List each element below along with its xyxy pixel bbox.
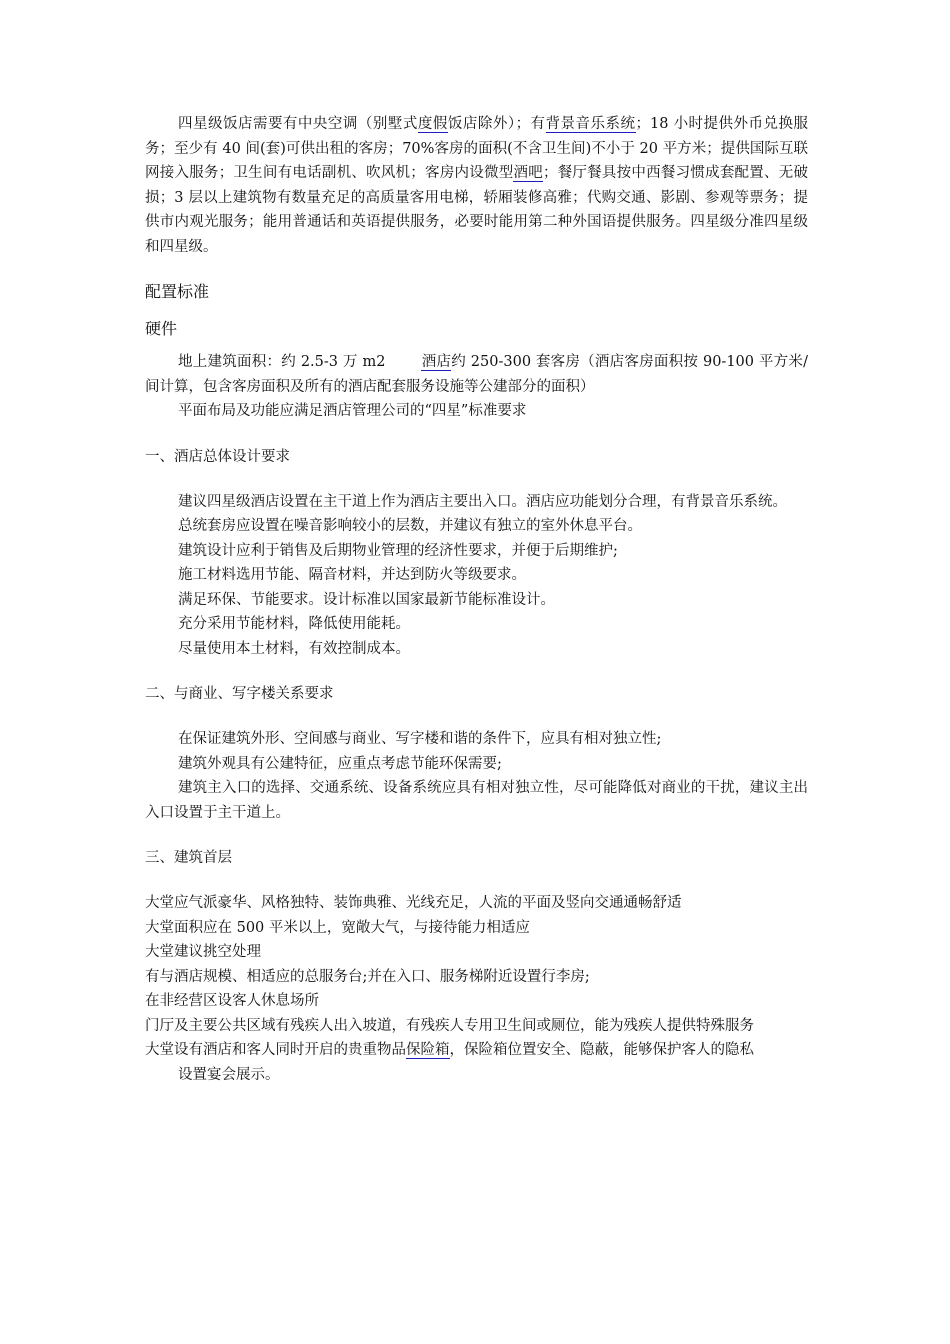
link-hotel[interactable]: 酒店 bbox=[421, 354, 452, 370]
link-dujia[interactable]: 度假 bbox=[417, 116, 448, 132]
section2-title: 二、与商业、写字楼关系要求 bbox=[145, 686, 334, 702]
section2-item: 建筑外观具有公建特征，应重点考虑节能环保需要; bbox=[178, 755, 502, 772]
hardware-text: 地上建筑面积：约 2.5-3 万 m2 bbox=[178, 354, 386, 370]
section3-safe-item bbox=[145, 1038, 808, 1063]
section1-item: 尽量使用本土材料，有效控制成本。 bbox=[178, 640, 410, 657]
section3-item: 在非经营区设客人休息场所 bbox=[145, 993, 319, 1009]
section1-title: 一、酒店总体设计要求 bbox=[145, 448, 290, 465]
intro-text: ；餐厅餐具按中西餐习惯成套配置、无破损；3 层以上建筑物有数量充足的高质量客用电梯，轿厢装修高雅；代购交通、影剧、参观等票务；提供市内观光服务；能用普通话和英语提供服务，必要时能用第二种外国语提供服务。四星级分准四星级和四星级。 bbox=[145, 165, 809, 255]
section3-item: 有与酒店规模、相适应的总服务台;并在入口、服务梯附近设置行李房; bbox=[145, 968, 590, 985]
link-bar[interactable]: 酒吧 bbox=[513, 165, 543, 181]
intro-text: 饭店除外）；有 bbox=[447, 116, 546, 132]
safe-text: ，保险箱位置安全、隐蔽，能够保护客人的隐私 bbox=[449, 1042, 754, 1058]
intro-text: ；18 小时提供外币兑换服务；至少有 40 间(套)可供出租的客房；70%客房的面积(不含卫生间)不小于 20 平方米；提供国际互联网接入服务；卫生间有电话副机、吹风机；客房内设微型 bbox=[145, 116, 809, 181]
section1-item: 建筑设计应利于销售及后期物业管理的经济性要求，并便于后期维护; bbox=[178, 542, 618, 559]
section3-item: 大堂应气派豪华、风格独特、装饰典雅、光线充足，人流的平面及竖向交通通畅舒适 bbox=[145, 895, 682, 911]
safe-text: 大堂设有酒店和客人同时开启的贵重物品 bbox=[145, 1042, 406, 1058]
section3-item: 大堂面积应在 500 平米以上，宽敞大气，与接待能力相适应 bbox=[145, 919, 530, 936]
section1-item: 满足环保、节能要求。设计标准以国家最新节能标准设计。 bbox=[178, 591, 555, 608]
document-page bbox=[145, 112, 808, 1087]
config-heading: 配置标准 bbox=[145, 282, 210, 301]
intro-paragraph bbox=[145, 112, 808, 259]
link-safe-box[interactable]: 保险箱 bbox=[406, 1042, 450, 1058]
section2-item: 建筑主入口的选择、交通系统、设备系统应具有相对独立性，尽可能降低对商业的干扰，建议主出入口设置于主干道上。 bbox=[145, 780, 808, 821]
section3-item: 门厅及主要公共区域有残疾人出入坡道，有残疾人专用卫生间或厕位，能为残疾人提供特殊服务 bbox=[145, 1017, 754, 1034]
section1-item: 施工材料选用节能、隔音材料，并达到防火等级要求。 bbox=[178, 567, 526, 583]
section3-body bbox=[145, 891, 808, 1087]
intro-text: 四星级饭店需要有中央空调（别墅式 bbox=[178, 116, 418, 132]
section1-item: 充分采用节能材料，降低使用能耗。 bbox=[178, 616, 410, 632]
hardware-heading: 硬件 bbox=[145, 319, 178, 338]
hardware-layout-paragraph: 平面布局及功能应满足酒店管理公司的“四星”标准要求 bbox=[178, 403, 527, 419]
section2-body bbox=[145, 727, 808, 825]
section2-item: 在保证建筑外形、空间感与商业、写字楼和谐的条件下，应具有相对独立性; bbox=[178, 731, 662, 747]
section1-item: 建议四星级酒店设置在主干道上作为酒店主要出入口。酒店应功能划分合理，有背景音乐系统。 bbox=[178, 493, 787, 510]
hardware-paragraph bbox=[145, 350, 808, 399]
section3-item: 大堂建议挑空处理 bbox=[145, 944, 261, 960]
section3-title: 三、建筑首层 bbox=[145, 850, 232, 866]
section1-item: 总统套房应设置在噪音影响较小的层数，并建议有独立的室外休息平台。 bbox=[178, 518, 642, 534]
hardware-text: 约 250-300 套客房（酒店客房面积按 90-100 平方米/间计算，包含客房面积及所有的酒店配套服务设施等公建部分的面积） bbox=[145, 354, 808, 395]
section3-last-item: 设置宴会展示。 bbox=[178, 1066, 280, 1083]
link-background-music-system[interactable]: 背景音乐系统 bbox=[545, 116, 636, 132]
section1-body bbox=[145, 490, 808, 662]
